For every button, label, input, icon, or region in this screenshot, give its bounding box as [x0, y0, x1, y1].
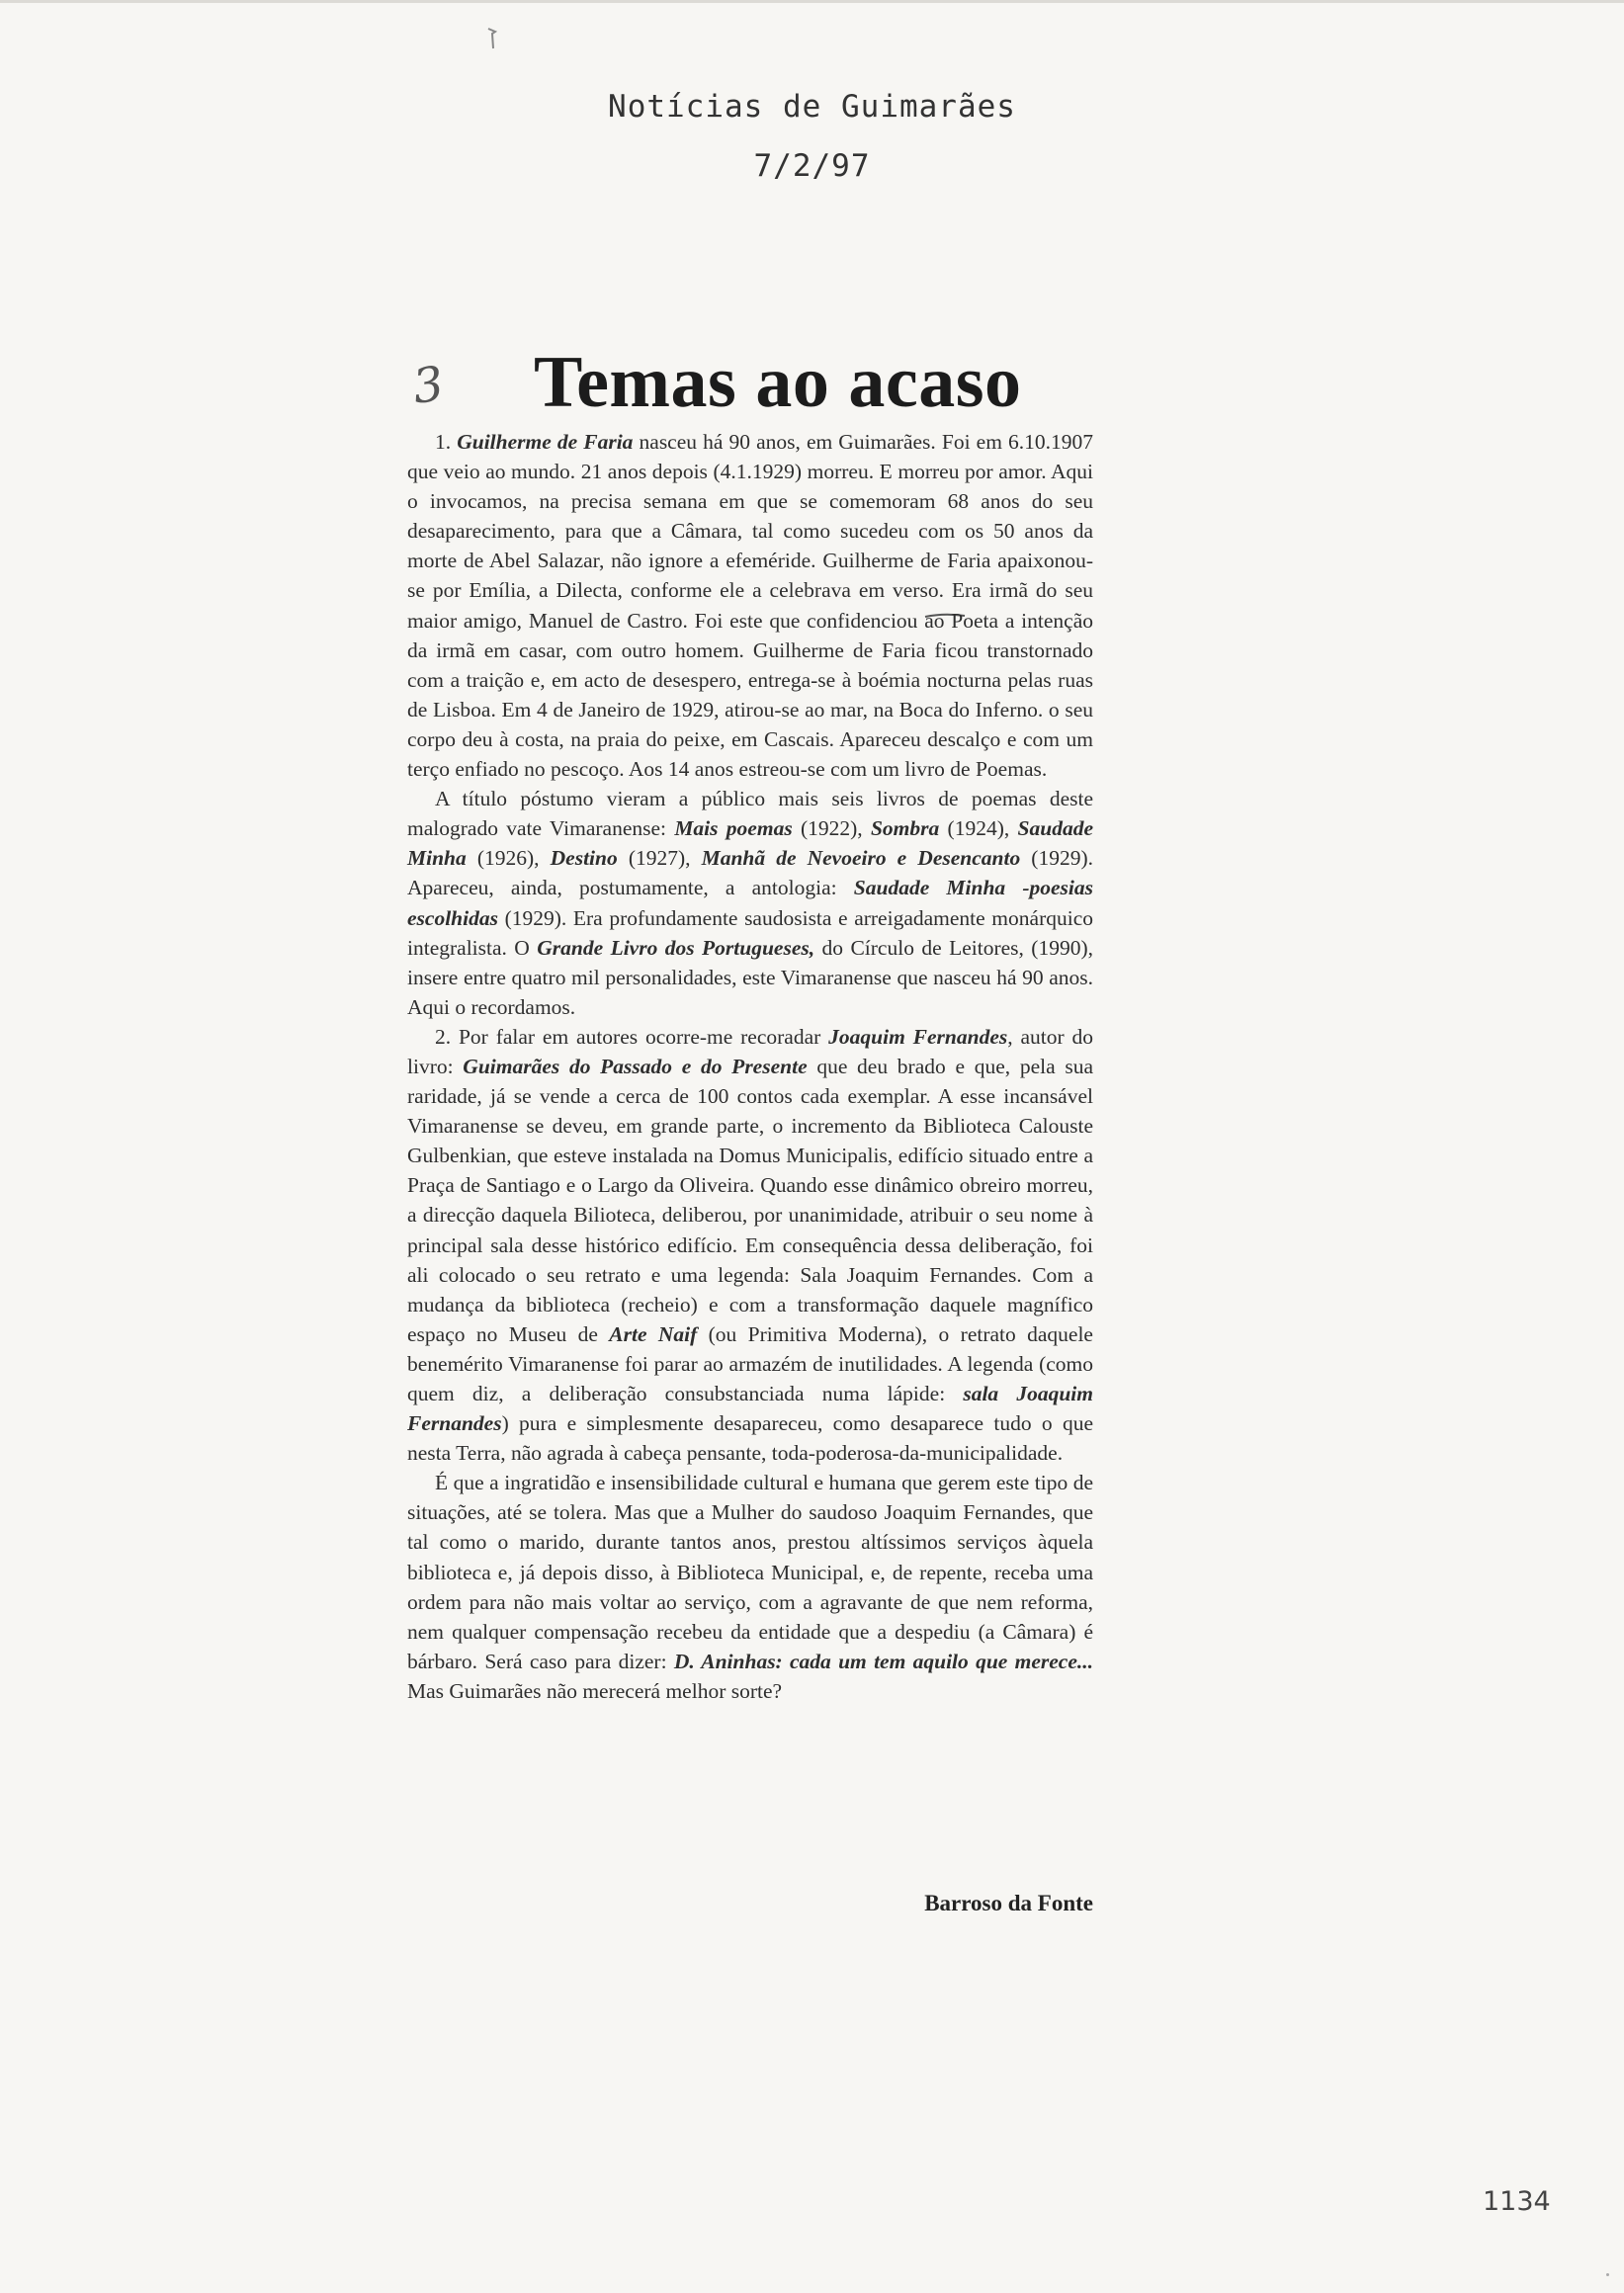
article-paragraph	[407, 784, 1093, 1022]
article-paragraph	[407, 1468, 1093, 1706]
body-text: (1929). Apareceu, ainda, postumamente, a antologia:	[407, 846, 1093, 900]
body-text: 1.	[435, 430, 458, 454]
body-text: 2. Por falar em autores ocorre-me recoradar	[435, 1024, 829, 1049]
body-text: (1926),	[466, 846, 551, 871]
article-paragraph	[407, 1022, 1093, 1468]
body-text: , conforme ele a celebrava em verso. Era irmã do seu maior amigo, Manuel de Castro. Foi este que confidenciou ao Poeta a intenção da irmã em casar, com outro homem. Guilherme de Faria ficou transtornado com a traição e, em acto de desespero, entrega-se à boémia nocturna pelas ruas de Lisboa. Em 4 de Janeiro de 1929, atirou-se ao mar, na Boca do Inferno. o seu corpo deu à costa, na praia do peixe, em Cascais. Apareceu descalço e com um terço enfiado no pescoço. Aos 14 anos estreou-se com um livro de Poemas.	[407, 578, 1093, 782]
emphasis-text: Dilecta	[556, 578, 618, 603]
emphasis-text: sala Joaquim Fernandes	[407, 1382, 1094, 1436]
article-author: Barroso da Fonte	[924, 1891, 1093, 1915]
emphasis-text: Sombra	[870, 816, 940, 841]
body-text: que deu brado e que, pela sua raridade, já se vende a cerca de 100 contos cada exemplar. A esse incansável Vimaranense se deveu, em grande parte, o incremento da Biblioteca Calouste Gulbenkian, que esteve instalada na Domus Municipalis, edifício situado entre a Praça de Santiago e o Largo da Oliveira. Quando esse dinâmico obreiro morreu, a direcção daquela Bilioteca, deliberou, por unanimidade, atribuir o seu nome à principal sala desse histórico edifício. Em consequência dessa deliberação, foi ali colocado o seu retrato e uma legenda: Sala Joaquim Fernandes. Com a mudança da biblioteca (recheio) e com a transformação daquele magnífico espaço no Museu de	[407, 1054, 1093, 1346]
body-text: do Círculo de Leitores, (1990), insere entre quatro mil personalidades, este Vimaranense que nasceu há 90 anos. Aqui o recordamos.	[407, 935, 1093, 1019]
body-text: nasceu há 90 anos, em Guimarães. Foi em 6.10.1907 que veio ao mundo. 21 anos depois (4.1.1929) morreu. E morreu por amor. Aqui o invocamos, na precisa semana em que se comemoram 68 anos do seu desaparecimento, para que a Câmara, tal como sucedeu com os 50 anos da morte de Abel Salazar, não ignore a efeméride. Guilherme de Faria apaixonou-se por Emília, a	[407, 430, 1093, 603]
emphasis-text: Saudade Minha	[407, 816, 1093, 871]
emphasis-text: Arte Naif	[609, 1321, 698, 1346]
emphasis-text: Manhã de Nevoeiro e Desencanto	[701, 846, 1021, 871]
body-text: (1927),	[617, 846, 702, 871]
body-text: ) pura e simplesmente desapareceu, como desaparece tudo o que nesta Terra, não agrada à cabeça pensante, toda-poderosa-da-municipalidade.	[407, 1411, 1093, 1466]
body-text: (1922),	[792, 816, 871, 841]
handwritten-number: 3	[409, 356, 448, 415]
emphasis-text: D. Aninhas: cada um tem aquilo que merece...	[673, 1649, 1093, 1673]
body-text: Mas Guimarães não merecerá melhor sorte?	[407, 1678, 783, 1703]
scan-top-edge	[0, 0, 1624, 3]
body-text: (1929). Era profundamente saudosista e arreigadamente monárquico integralista. O	[407, 905, 1093, 960]
emphasis-text: Joaquim Fernandes	[828, 1024, 1008, 1049]
emphasis-text: Destino	[550, 846, 618, 871]
newspaper-source: Notícias de Guimarães	[608, 89, 1016, 125]
emphasis-text: Saudade Minha -poesias escolhidas	[407, 876, 1094, 930]
body-text: (ou Primitiva Moderna), o retrato daquele benemérito Vimaranense foi parar ao armazém de inutilidades. A legenda (como quem diz, a deliberação consubstanciada numa lápide:	[407, 1321, 1093, 1405]
body-text: A título póstumo vieram a público mais seis livros de poemas deste malogrado vate Vimaranense:	[407, 787, 1093, 841]
publication-date: 7/2/97	[753, 148, 871, 184]
body-text: , autor do livro:	[407, 1024, 1094, 1078]
emphasis-text: Grande Livro dos Portugueses,	[537, 935, 815, 960]
emphasis-text: Guimarães do Passado e do Presente	[463, 1054, 808, 1078]
body-text: É que a ingratidão e insensibilidade cultural e humana que gerem este tipo de situações, até se tolera. Mas que a Mulher do saudoso Joaquim Fernandes, que tal como o marido, durante tantos anos, prestou altíssimos serviços àquela biblioteca e, já depois disso, à Biblioteca Municipal, e, de repente, receba uma ordem para não mais voltar ao serviço, com a agravante de que nem reforma, nem qualquer compensação recebeu da entidade que a despediu (a Câmara) é bárbaro. Será caso para dizer:	[407, 1471, 1093, 1673]
article-body	[407, 427, 1093, 1706]
emphasis-text: Guilherme de Faria	[457, 430, 634, 454]
body-text: (1924),	[939, 816, 1018, 841]
emphasis-text: Mais poemas	[674, 816, 793, 841]
article-paragraph	[407, 427, 1093, 784]
scan-dot	[1606, 2273, 1609, 2276]
scan-mark	[487, 28, 497, 49]
page-number: 1134	[1483, 2186, 1551, 2217]
article-title: Temas ao acaso	[534, 342, 1022, 423]
